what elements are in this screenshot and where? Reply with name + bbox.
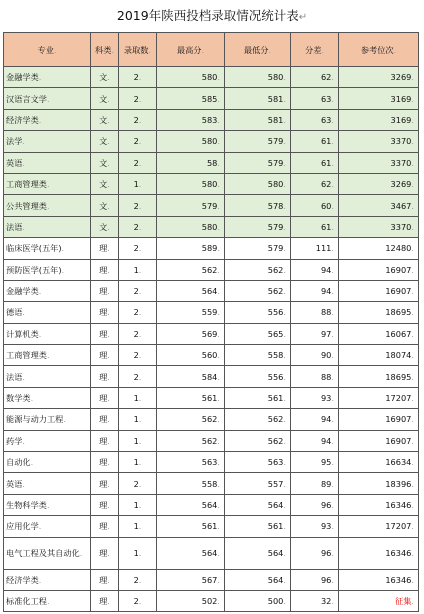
cell-type: 文. [91, 173, 119, 194]
cell-max: 562. [157, 259, 225, 280]
cell-min: 556. [225, 366, 291, 387]
table-row [4, 259, 419, 280]
cell-max: 569. [157, 323, 225, 344]
header-rank: 参考位次. [339, 33, 419, 67]
cell-count: 2. [119, 131, 157, 152]
cell-rank: 16067. [339, 323, 419, 344]
cell-type: 理. [91, 452, 119, 473]
table-row [4, 387, 419, 408]
cell-rank: 3370. [339, 131, 419, 152]
cell-max: 580. [157, 67, 225, 88]
cell-rank: 3467. [339, 195, 419, 216]
cell-count: 2. [119, 238, 157, 259]
cell-max: 589. [157, 238, 225, 259]
cell-major: 公共管理类. [4, 195, 91, 216]
cell-max: 562. [157, 409, 225, 430]
cell-diff: 62. [291, 67, 339, 88]
cell-min: 580. [225, 67, 291, 88]
cell-rank: 3370. [339, 152, 419, 173]
cell-min: 564. [225, 569, 291, 590]
table-row [4, 537, 419, 569]
cell-type: 理. [91, 387, 119, 408]
cell-type: 文. [91, 152, 119, 173]
cell-count: 1. [119, 452, 157, 473]
cell-rank: 3370. [339, 216, 419, 237]
cell-major: 生物科学类. [4, 494, 91, 515]
cell-type: 理. [91, 302, 119, 323]
table-row [4, 430, 419, 451]
cell-rank: 18695. [339, 302, 419, 323]
cell-diff: 93. [291, 387, 339, 408]
cell-min: 581. [225, 88, 291, 109]
cell-min: 580. [225, 173, 291, 194]
cell-max: 564. [157, 494, 225, 515]
cell-rank: 16346. [339, 537, 419, 569]
cell-count: 2. [119, 216, 157, 237]
table-row [4, 216, 419, 237]
cell-type: 文. [91, 88, 119, 109]
header-row [4, 33, 419, 67]
cell-rank: 3269. [339, 67, 419, 88]
cell-rank: 16634. [339, 452, 419, 473]
cell-max: 561. [157, 516, 225, 537]
cell-type: 理. [91, 473, 119, 494]
cell-major: 经济学类. [4, 569, 91, 590]
table-row [4, 280, 419, 301]
cell-diff: 94. [291, 409, 339, 430]
header-major: 专业. [4, 33, 91, 67]
cell-rank: 3269. [339, 173, 419, 194]
cell-major: 经济学类. [4, 109, 91, 130]
cell-diff: 63. [291, 109, 339, 130]
cell-type: 理. [91, 537, 119, 569]
cell-max: 584. [157, 366, 225, 387]
cell-count: 1. [119, 259, 157, 280]
table-row [4, 173, 419, 194]
cell-count: 1. [119, 387, 157, 408]
cell-diff: 93. [291, 516, 339, 537]
cell-max: 580. [157, 216, 225, 237]
cell-type: 理. [91, 409, 119, 430]
cell-type: 文. [91, 67, 119, 88]
cell-type: 理. [91, 259, 119, 280]
cell-major: 金融学类. [4, 67, 91, 88]
cell-rank: 3169. [339, 109, 419, 130]
admission-table [3, 32, 419, 612]
cell-type: 文. [91, 216, 119, 237]
cell-min: 558. [225, 345, 291, 366]
cell-max: 585. [157, 88, 225, 109]
table-row [4, 109, 419, 130]
cell-diff: 60. [291, 195, 339, 216]
cell-max: 567. [157, 569, 225, 590]
cell-major: 英语. [4, 152, 91, 173]
cell-max: 502. [157, 590, 225, 611]
cell-rank: 18396. [339, 473, 419, 494]
table-title [0, 6, 424, 24]
cell-count: 2. [119, 88, 157, 109]
cell-max: 561. [157, 387, 225, 408]
cell-rank: 18695. [339, 366, 419, 387]
cell-count: 2. [119, 323, 157, 344]
header-type: 科类. [91, 33, 119, 67]
cell-type: 理. [91, 345, 119, 366]
cell-count: 2. [119, 345, 157, 366]
cell-max: 583. [157, 109, 225, 130]
table-row [4, 366, 419, 387]
cell-diff: 95. [291, 452, 339, 473]
header-min: 最低分. [225, 33, 291, 67]
cell-min: 579. [225, 238, 291, 259]
cell-rank: 3169. [339, 88, 419, 109]
table-row [4, 302, 419, 323]
cell-min: 562. [225, 430, 291, 451]
cell-diff: 94. [291, 259, 339, 280]
table-row [4, 88, 419, 109]
cell-max: 560. [157, 345, 225, 366]
cell-min: 557. [225, 473, 291, 494]
cell-diff: 61. [291, 216, 339, 237]
cell-max: 562. [157, 430, 225, 451]
cell-rank: 17207. [339, 387, 419, 408]
cell-type: 文. [91, 109, 119, 130]
cell-max: 564. [157, 280, 225, 301]
cell-min: 562. [225, 259, 291, 280]
cell-diff: 62. [291, 173, 339, 194]
cell-diff: 97. [291, 323, 339, 344]
cell-count: 1. [119, 537, 157, 569]
cell-major: 临床医学(五年). [4, 238, 91, 259]
cell-diff: 89. [291, 473, 339, 494]
cell-min: 579. [225, 216, 291, 237]
table-row [4, 569, 419, 590]
table-row [4, 131, 419, 152]
cell-rank: 16907. [339, 409, 419, 430]
cell-diff: 63. [291, 88, 339, 109]
cell-min: 579. [225, 152, 291, 173]
cell-count: 1. [119, 430, 157, 451]
cell-major: 自动化. [4, 452, 91, 473]
cell-min: 564. [225, 494, 291, 515]
table-title-text: 2019年陕西投档录取情况统计表 [116, 8, 299, 23]
table-row [4, 152, 419, 173]
cell-count: 2. [119, 366, 157, 387]
cell-type: 理. [91, 238, 119, 259]
cell-min: 579. [225, 131, 291, 152]
cell-count: 1. [119, 409, 157, 430]
cell-diff: 96. [291, 569, 339, 590]
cell-major: 能源与动力工程. [4, 409, 91, 430]
cell-min: 578. [225, 195, 291, 216]
cell-min: 564. [225, 537, 291, 569]
cell-rank: 16907. [339, 259, 419, 280]
table-row [4, 590, 419, 611]
cell-min: 556. [225, 302, 291, 323]
cell-count: 2. [119, 473, 157, 494]
cell-max: 580. [157, 173, 225, 194]
cell-rank: 17207. [339, 516, 419, 537]
cell-diff: 61. [291, 131, 339, 152]
cell-rank: 18074. [339, 345, 419, 366]
cell-diff: 90. [291, 345, 339, 366]
cell-major: 德语. [4, 302, 91, 323]
cell-major: 应用化学. [4, 516, 91, 537]
header-max: 最高分. [157, 33, 225, 67]
cell-rank: 16346. [339, 494, 419, 515]
cell-min: 500. [225, 590, 291, 611]
cell-count: 2. [119, 280, 157, 301]
cell-count: 2. [119, 302, 157, 323]
table-row [4, 195, 419, 216]
cell-count: 2. [119, 195, 157, 216]
cell-major: 标准化工程. [4, 590, 91, 611]
cell-min: 561. [225, 387, 291, 408]
cell-major: 电气工程及其自动化. [4, 537, 91, 569]
cell-count: 2. [119, 109, 157, 130]
cell-count: 1. [119, 173, 157, 194]
cell-type: 理. [91, 516, 119, 537]
cell-diff: 96. [291, 494, 339, 515]
table-row [4, 452, 419, 473]
cell-diff: 94. [291, 280, 339, 301]
table-row [4, 516, 419, 537]
cell-rank: 16907. [339, 280, 419, 301]
cell-max: 558. [157, 473, 225, 494]
table-row [4, 409, 419, 430]
cell-major: 法语. [4, 216, 91, 237]
cell-rank: 16346. [339, 569, 419, 590]
cell-min: 565. [225, 323, 291, 344]
cell-type: 理. [91, 494, 119, 515]
cell-major: 预防医学(五年). [4, 259, 91, 280]
cell-min: 563. [225, 452, 291, 473]
cell-max: 580. [157, 131, 225, 152]
table-row [4, 494, 419, 515]
cell-type: 理. [91, 366, 119, 387]
cell-type: 理. [91, 569, 119, 590]
cell-type: 文. [91, 195, 119, 216]
cell-count: 2. [119, 152, 157, 173]
cell-major: 计算机类. [4, 323, 91, 344]
cell-diff: 88. [291, 302, 339, 323]
cell-major: 工商管理类. [4, 345, 91, 366]
table-row [4, 238, 419, 259]
cell-count: 2. [119, 590, 157, 611]
return-mark-icon: ↵ [298, 12, 308, 23]
header-diff: 分差. [291, 33, 339, 67]
cell-max: 563. [157, 452, 225, 473]
cell-major: 法语. [4, 366, 91, 387]
header-count: 录取数. [119, 33, 157, 67]
cell-major: 汉语言文学. [4, 88, 91, 109]
cell-major: 数学类. [4, 387, 91, 408]
cell-max: 579. [157, 195, 225, 216]
cell-min: 562. [225, 280, 291, 301]
cell-max: 58. [157, 152, 225, 173]
cell-major: 英语. [4, 473, 91, 494]
cell-min: 562. [225, 409, 291, 430]
cell-type: 理. [91, 430, 119, 451]
table-row [4, 323, 419, 344]
cell-max: 559. [157, 302, 225, 323]
cell-rank: 16907. [339, 430, 419, 451]
cell-max: 564. [157, 537, 225, 569]
cell-diff: 96. [291, 537, 339, 569]
cell-diff: 61. [291, 152, 339, 173]
cell-type: 理. [91, 323, 119, 344]
cell-count: 2. [119, 569, 157, 590]
cell-count: 2. [119, 67, 157, 88]
cell-rank: 12480. [339, 238, 419, 259]
table-row [4, 473, 419, 494]
cell-diff: 94. [291, 430, 339, 451]
cell-major: 金融学类. [4, 280, 91, 301]
cell-diff: 32. [291, 590, 339, 611]
cell-diff: 111. [291, 238, 339, 259]
cell-diff: 88. [291, 366, 339, 387]
cell-count: 1. [119, 494, 157, 515]
cell-major: 工商管理类. [4, 173, 91, 194]
cell-major: 药学. [4, 430, 91, 451]
table-row [4, 345, 419, 366]
cell-min: 561. [225, 516, 291, 537]
table-row [4, 67, 419, 88]
cell-type: 理. [91, 280, 119, 301]
cell-count: 1. [119, 516, 157, 537]
cell-rank: 征集. [339, 590, 419, 611]
cell-type: 理. [91, 590, 119, 611]
cell-min: 581. [225, 109, 291, 130]
cell-major: 法学. [4, 131, 91, 152]
cell-type: 文. [91, 131, 119, 152]
table-body [4, 67, 419, 612]
